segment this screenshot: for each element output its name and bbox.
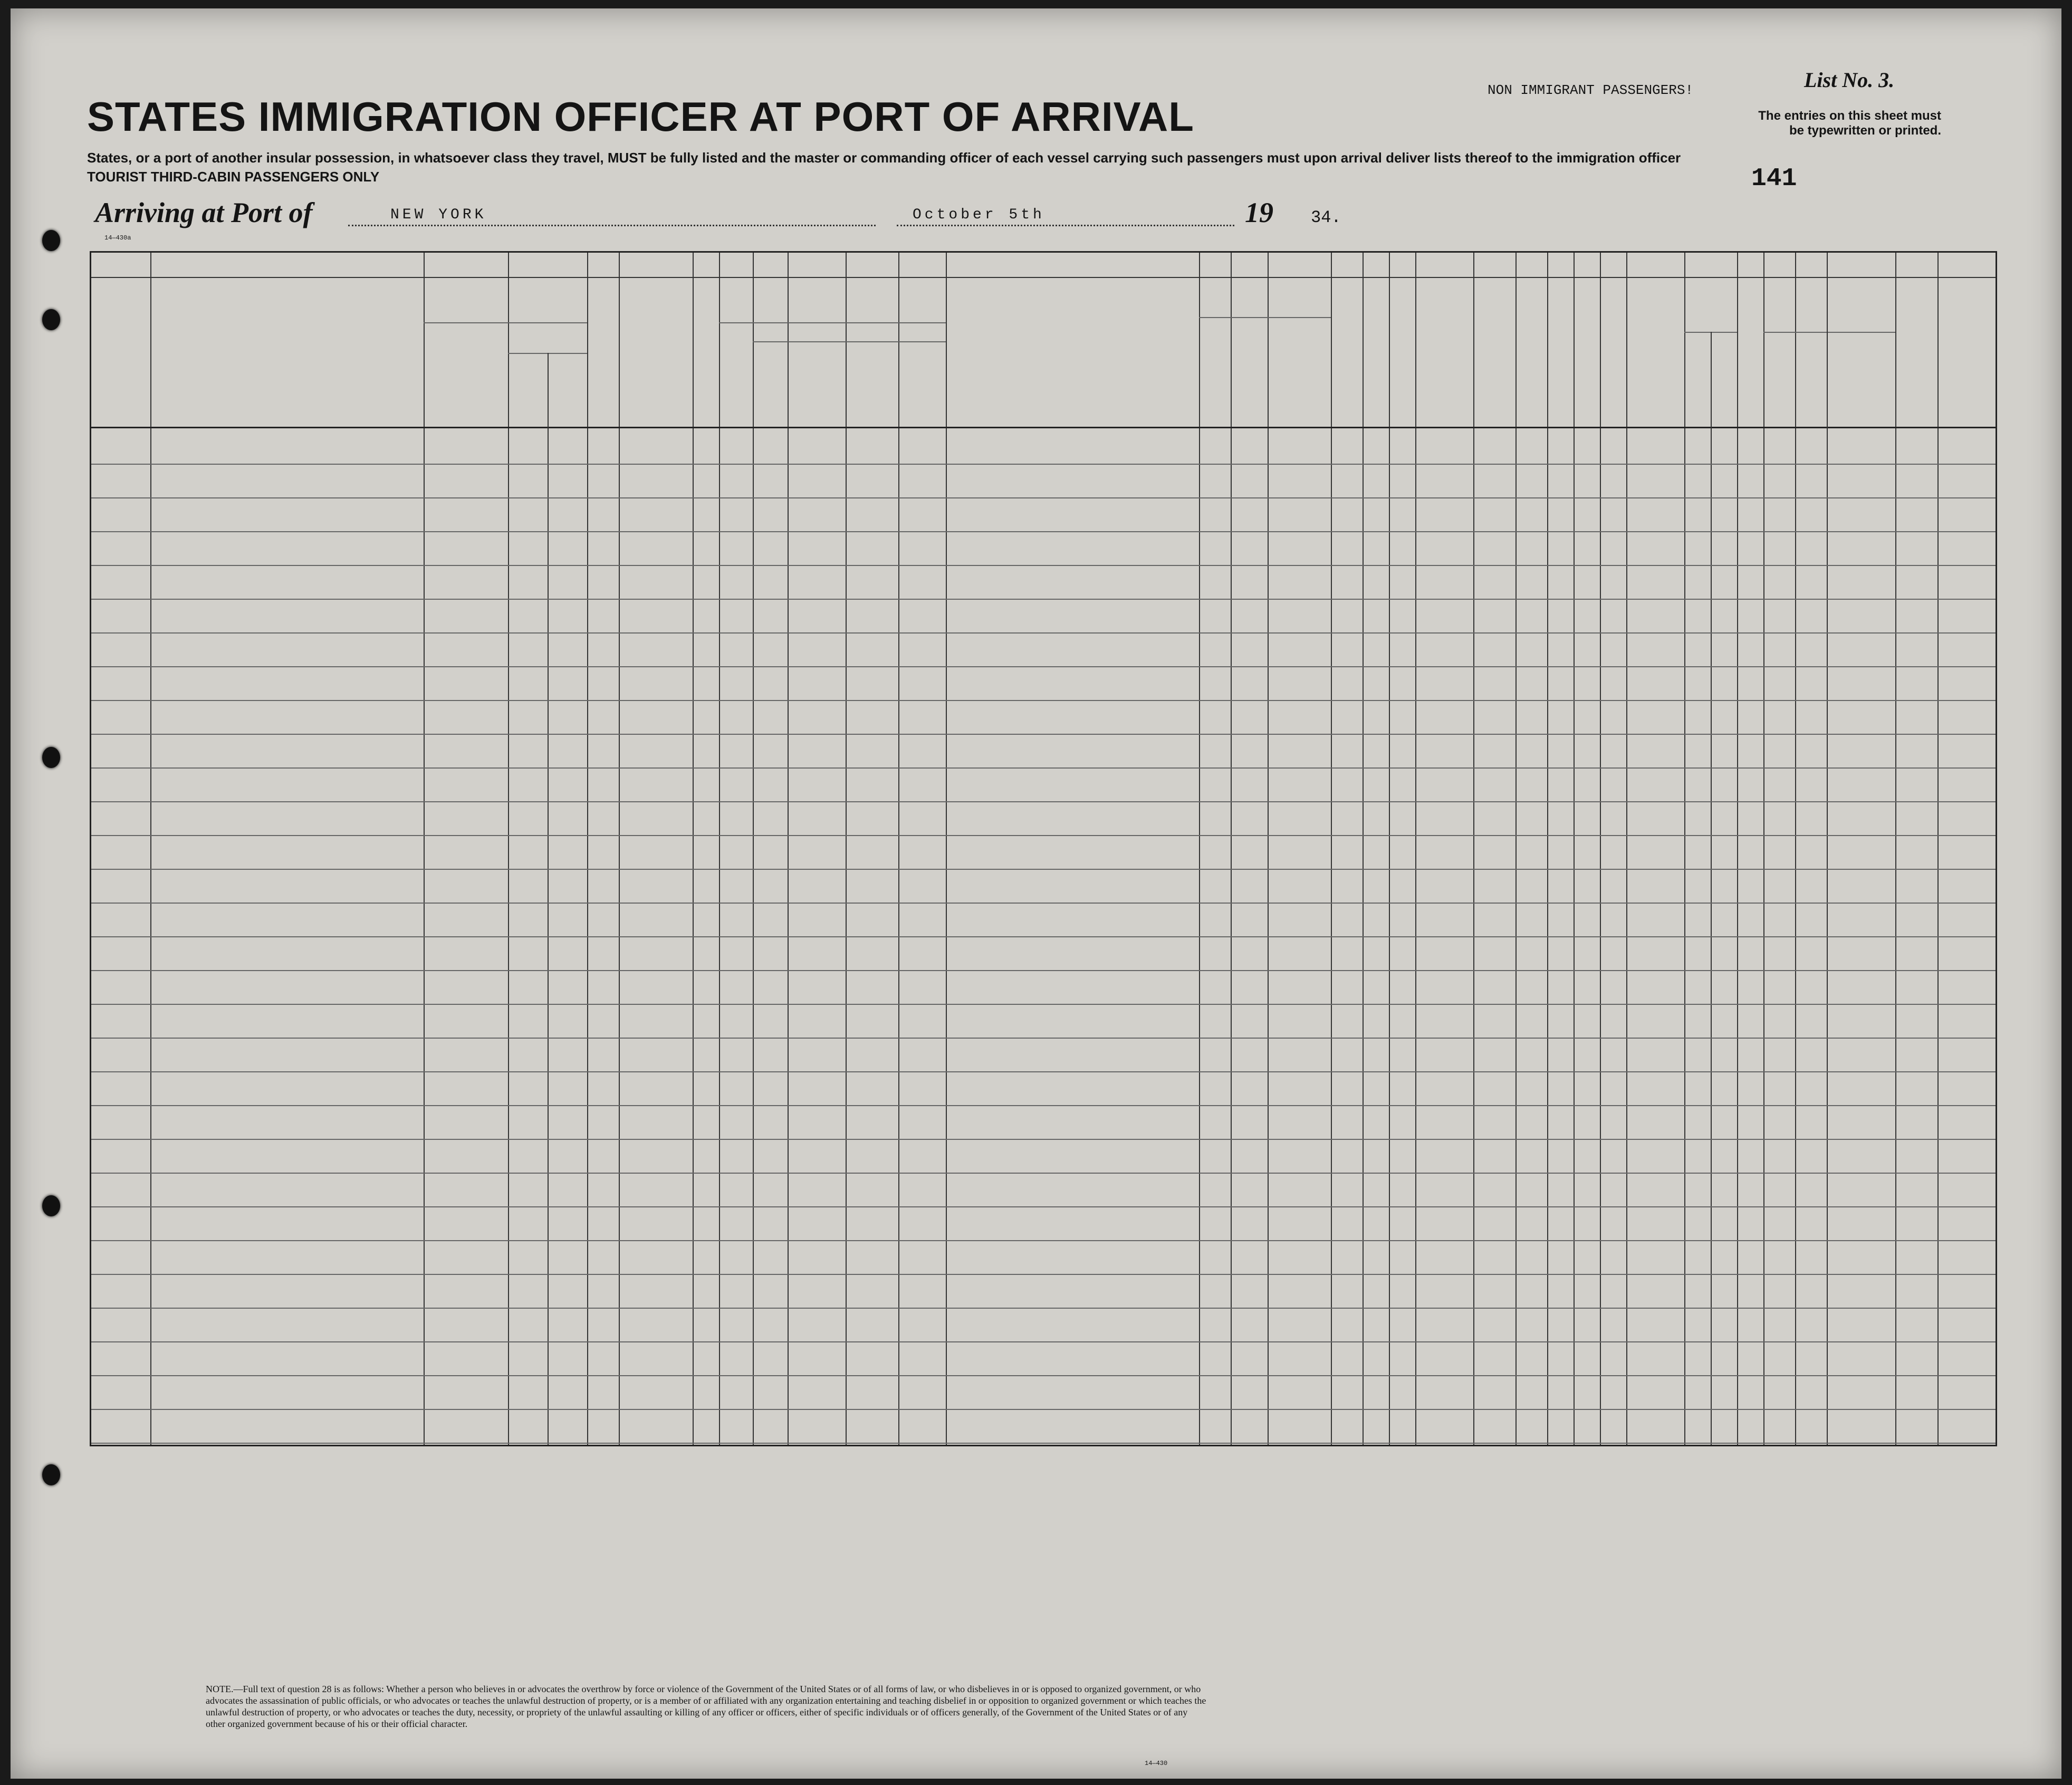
page-title: STATES IMMIGRATION OFFICER AT PORT OF ARRIVAL	[87, 93, 1194, 140]
arriving-label: Arriving at Port of	[95, 197, 313, 228]
row-rule	[91, 464, 1996, 465]
port-underline	[348, 225, 876, 226]
row-rule	[91, 801, 1996, 802]
year-suffix: 34.	[1311, 208, 1341, 227]
column-rule	[1684, 253, 1685, 1445]
purpose-length-header	[1232, 319, 1266, 421]
if-yes-header	[755, 327, 944, 338]
binder-hole	[42, 747, 60, 768]
row-rule	[91, 1341, 1996, 1342]
header-rule	[91, 277, 1996, 278]
row-rule	[91, 599, 1996, 600]
column-rule	[1473, 253, 1474, 1445]
row-rule	[91, 835, 1996, 836]
hair-header	[1766, 369, 1825, 382]
in-usa-header	[510, 324, 585, 351]
column-rule	[1231, 253, 1232, 1445]
row-rule	[91, 666, 1996, 667]
row-rule	[91, 1004, 1996, 1005]
prison-header	[1332, 284, 1361, 421]
color-of-header	[1766, 305, 1893, 319]
binder-hole	[42, 309, 60, 330]
before-us-header	[721, 284, 944, 310]
row-rule	[91, 1443, 1996, 1444]
row-rule	[91, 1139, 1996, 1140]
purpose-return-header	[1201, 319, 1229, 421]
column-rule	[1626, 253, 1627, 1445]
passage-paid-note	[621, 348, 690, 421]
column-rule	[548, 353, 549, 1445]
subtitle-class: TOURIST THIRD-CABIN PASSENGERS ONLY	[87, 169, 380, 185]
health-header	[1576, 311, 1624, 358]
no-on-list-header	[93, 321, 148, 358]
row-rule	[91, 1274, 1996, 1275]
row-rule	[91, 734, 1996, 735]
row-rule	[91, 869, 1996, 870]
overthrow-header	[1417, 284, 1472, 421]
binder-hole	[42, 1464, 60, 1485]
passage-paid-header	[621, 316, 690, 342]
column-rule	[1268, 253, 1269, 1445]
column-rule	[788, 253, 789, 1445]
header-rule	[753, 341, 946, 342]
column-rule	[424, 253, 425, 1445]
anarchist-header	[1390, 284, 1414, 421]
row-rule	[91, 1409, 1996, 1410]
non-immigrant-stamp: NON IMMIGRANT PASSENGERS!	[1488, 82, 1694, 98]
binder-hole	[42, 230, 60, 251]
column-rule	[1515, 253, 1517, 1445]
column-rule	[1737, 253, 1738, 1445]
row-rule	[91, 767, 1996, 769]
column-rule	[1574, 253, 1575, 1445]
column-rule	[1763, 253, 1764, 1445]
coming-labor-header	[1475, 284, 1514, 421]
column-rule	[1331, 253, 1332, 1445]
header-rule	[1199, 317, 1331, 318]
city-header	[550, 385, 585, 398]
port-value: NEW YORK	[390, 207, 487, 223]
header-rule	[424, 322, 587, 323]
purpose-citizen-header	[1269, 319, 1329, 421]
row-rule	[91, 1105, 1996, 1106]
manifest-sheet	[11, 8, 2061, 1779]
column-rule	[508, 253, 509, 1445]
nearest-relative-header	[152, 327, 421, 411]
header-rule	[91, 427, 1996, 428]
column-rule	[1600, 253, 1601, 1445]
column-rule	[1795, 253, 1796, 1445]
row-rule	[91, 903, 1996, 904]
typewritten-note: The entries on this sheet must be typewritten or printed.	[1758, 109, 1941, 138]
row-rule	[91, 970, 1996, 971]
join-relative-header	[948, 321, 1197, 390]
yes-no-header	[721, 358, 751, 385]
manifest-table	[90, 251, 1997, 1446]
header-rule	[719, 322, 946, 323]
row-rule	[91, 632, 1996, 634]
binder-hole	[42, 1195, 60, 1216]
foreign-country-header	[426, 358, 506, 411]
column-rule	[1937, 253, 1939, 1445]
row-rule	[91, 936, 1996, 937]
column-rule	[150, 253, 151, 1445]
year-prefix: 19	[1245, 197, 1273, 228]
row-rule	[91, 1173, 1996, 1174]
row-rule	[91, 1240, 1996, 1241]
page-number: 141	[1751, 165, 1797, 193]
eyes-header	[1829, 369, 1893, 382]
row-rule	[91, 1206, 1996, 1207]
final-destination-header	[426, 295, 585, 309]
year-period-header	[755, 363, 843, 390]
column-rule	[1547, 253, 1548, 1445]
ticket-header	[589, 284, 617, 421]
inches-header	[1712, 379, 1735, 421]
deformed-header	[1628, 311, 1682, 385]
column-rule	[1199, 253, 1200, 1445]
column-rule	[898, 253, 899, 1445]
feet-header	[1686, 379, 1709, 421]
column-rule	[946, 253, 947, 1445]
subtitle-instructions: States, or a port of another insular possession, in whatsoever class they travel, MUST be fully listed and the master or commanding officer of each vessel carrying such passengers must upon arrival deliver lists thereof to the immigration officer	[87, 150, 1681, 166]
column-rule	[693, 253, 694, 1445]
footnote: NOTE.—Full text of question 28 is as follows: Whether a person who believes in or advocates the overthrow by force or violence of the Government of the United States or of all forms of law, or who disbelieves in or is opposed to organized government, or who advocates the assassination of public officials, or who advocates or teaches the unlawful destruction of property, or is a member of or affiliated with any organization entertaining and teaching disbelief in or opposition to organized government or which teaches the unlawful destruction of property, or who advocates or teaches the duty, necessity, or propriety of the unlawful assaulting or killing of any officer or officers, either of specific individuals or of officers generally, of the Government of the United States or of any other organized government because of his or their official character.	[206, 1684, 1206, 1729]
form-number-bottom: 14—430	[1145, 1760, 1168, 1767]
column-rule	[619, 253, 620, 1445]
column-rule	[1827, 332, 1828, 1445]
polygamist-header	[1364, 284, 1387, 421]
date-departure-header	[900, 363, 944, 406]
money-header	[694, 284, 717, 421]
row-rule	[91, 565, 1996, 566]
column-rule	[753, 253, 754, 1445]
column-rule	[587, 253, 588, 1445]
column-rule	[846, 253, 847, 1445]
column-rule	[1415, 253, 1416, 1445]
header-rule	[1763, 332, 1895, 333]
purpose-header	[1201, 294, 1329, 315]
where-header	[848, 374, 896, 390]
column-rule	[1363, 253, 1364, 1445]
row-rule	[91, 497, 1996, 498]
complexion-header	[1739, 337, 1761, 363]
row-rule	[91, 1308, 1996, 1309]
column-rule	[719, 253, 720, 1445]
column-rule	[1389, 253, 1390, 1445]
marks-header	[1897, 337, 1993, 363]
column-rule	[1711, 332, 1712, 1445]
column-rule	[1895, 253, 1896, 1445]
row-rule	[91, 1071, 1996, 1072]
state-header	[510, 385, 545, 398]
row-rule	[91, 1038, 1996, 1039]
last-residence-header	[721, 310, 944, 320]
row-rule	[91, 700, 1996, 701]
arrested-header	[1549, 284, 1572, 421]
form-number-top: 14—430a	[104, 234, 131, 242]
date-underline	[897, 225, 1234, 226]
final-destination-note	[426, 309, 585, 320]
height-header	[1686, 305, 1735, 319]
list-number: List No. 3.	[1804, 68, 1895, 92]
row-rule	[91, 1375, 1996, 1376]
date-value: October 5th	[913, 207, 1045, 223]
excluded-header	[1517, 284, 1546, 421]
row-rule	[91, 531, 1996, 532]
